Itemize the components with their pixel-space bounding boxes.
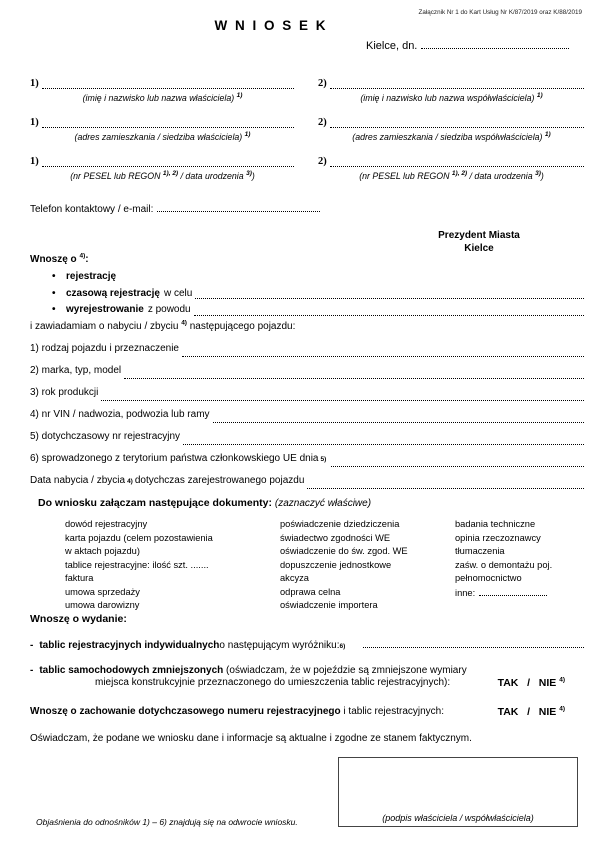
heading-colon: : xyxy=(85,254,89,265)
yes-no-choice xyxy=(498,706,565,718)
document-item: świadectwo zgodności WE xyxy=(280,532,391,543)
item-continuation: miejsca konstrukcyjnie przeznaczonego do umieszczenia tablic rejestracyjnych): xyxy=(95,677,451,688)
vehicle-line-current-plate xyxy=(30,426,585,448)
field-number: 2) xyxy=(318,156,327,167)
document-item: akcyza xyxy=(280,573,309,583)
caption-text: (nr PESEL lub REGON xyxy=(70,171,163,181)
document-item: poświadczenie dziedziczenia xyxy=(280,519,400,529)
label-rest: i tablic rejestracyjnych: xyxy=(340,706,445,717)
item-suffix: o następującym wyróżniku: xyxy=(219,640,340,651)
field-number: 1) xyxy=(30,117,39,128)
co-owner-pesel-field xyxy=(318,156,585,183)
vehicle-details-section xyxy=(30,338,585,492)
issuance-section xyxy=(30,613,585,718)
item-label: tablic samochodowych zmniejszonych xyxy=(39,665,224,676)
line-label: 6) sprowadzonego z terytorium państwa członkowskiego UE dnia xyxy=(30,453,319,464)
caption-superscript: 1) xyxy=(244,131,251,139)
heading-note: (zaznaczyć właściwe) xyxy=(274,498,372,509)
heading-text: Do wniosku załączam następujące dokumenty: xyxy=(38,497,272,509)
vehicle-line-eu-import-date: 6) sprowadzonego z terytorium państwa członkowskiego UE dnia 5) xyxy=(30,448,585,470)
documents-heading xyxy=(30,497,585,509)
field-line xyxy=(318,156,585,170)
keep-number-line xyxy=(30,706,585,718)
request-option-temporary-registration xyxy=(30,286,585,303)
fill-in-blank xyxy=(363,647,584,648)
option-suffix: w celu xyxy=(163,287,193,299)
field-number: 2) xyxy=(318,78,327,89)
fill-in-blank xyxy=(183,444,584,445)
line-label: 1) rodzaj pojazdu i przeznaczenie xyxy=(30,343,179,354)
caption-text: (imię i nazwisko lub nazwa właściciela) xyxy=(82,93,237,103)
footnotes-reference: Objaśnienia do odnośników 1) – 6) znajdują się na odwrocie wniosku. xyxy=(36,817,298,827)
option-suffix: z powodu xyxy=(147,304,191,315)
caption-text: (adres zamieszkania / siedziba współwłaściciela) xyxy=(352,132,545,142)
document-item: odprawa celna xyxy=(280,586,341,597)
issuance-item-reduced-plates-line2 xyxy=(30,677,585,689)
contact-label: Telefon kontaktowy / e-mail: xyxy=(30,204,154,215)
attachment-note: Załącznik Nr 1 do Kart Usług Nr K/87/2019 oraz K/88/2019 xyxy=(418,9,582,16)
co-owner-address-field xyxy=(318,117,585,144)
owner-fields xyxy=(30,78,585,195)
document-item: faktura xyxy=(65,573,94,583)
fill-in-blank xyxy=(331,466,584,467)
caption-superscript: 1), 2) xyxy=(162,170,179,178)
request-section xyxy=(30,254,585,335)
line-label: 5) dotychczasowy nr rejestracyjny xyxy=(30,431,181,442)
documents-section xyxy=(30,497,585,613)
dash-marker: - xyxy=(30,640,34,651)
document-item: umowa darowizny xyxy=(65,600,140,610)
caption-superscript: 1), 2) xyxy=(451,170,468,178)
city-date-line xyxy=(366,39,569,52)
field-number: 1) xyxy=(30,156,39,167)
choice-superscript: 4) xyxy=(559,676,565,684)
other-label: inne: xyxy=(455,587,476,598)
field-line xyxy=(30,156,295,170)
city-date-label: Kielce, dn. xyxy=(366,40,418,52)
fill-in-blank xyxy=(330,166,584,167)
caption-superscript: 3) xyxy=(535,170,541,178)
fill-in-blank xyxy=(124,378,584,379)
document-item: opinia rzeczoznawcy xyxy=(455,532,541,543)
documents-column-2 xyxy=(280,518,455,613)
document-item: tablice rejestracyjne: ilość szt. ....... xyxy=(65,559,209,570)
document-item: oświadczenie do św. zgod. WE xyxy=(280,546,408,556)
tail-text: i zawiadamiam o nabyciu / zbyciu xyxy=(30,320,182,332)
addressee-block xyxy=(415,230,543,255)
field-caption xyxy=(30,92,295,105)
item-suffix: (oświadczam, że w pojeździe są zmniejszone wymiary xyxy=(223,665,467,676)
document-item: badania techniczne xyxy=(455,519,536,529)
document-item-other xyxy=(455,586,585,601)
option-label: • rejestrację xyxy=(66,271,117,282)
field-line xyxy=(318,78,585,92)
fill-in-blank xyxy=(307,488,584,489)
addressee-title: Prezydent Miasta xyxy=(438,230,520,241)
vehicle-line-acquisition-date: Data nabycia / zbycia 4) dotychczas zarejestrowanego pojazdu xyxy=(30,470,585,492)
owner-pesel-field xyxy=(30,156,295,183)
field-number: 1) xyxy=(30,78,39,89)
fill-in-blank xyxy=(101,400,584,401)
fill-in-blank xyxy=(157,202,320,212)
tail-superscript: 4) xyxy=(181,319,187,327)
fill-in-blank xyxy=(182,356,584,357)
field-caption xyxy=(318,131,585,144)
signature-box xyxy=(338,757,578,827)
city-date-blank xyxy=(421,39,569,49)
caption-text: (imię i nazwisko lub nazwa współwłaściciela) xyxy=(360,93,537,103)
owner-pesel-row xyxy=(30,156,585,183)
document-item: tłumaczenia xyxy=(455,546,505,556)
documents-column-1 xyxy=(65,518,280,613)
co-owner-name-field xyxy=(318,78,585,105)
vehicle-line-make xyxy=(30,360,585,382)
fill-in-blank xyxy=(479,586,547,596)
fill-in-blank xyxy=(42,88,294,89)
document-item: dowód rejestracyjny xyxy=(65,519,148,529)
caption-text: / data urodzenia xyxy=(178,171,247,181)
choice-text: TAK / NIE xyxy=(497,706,560,718)
vehicle-line-year xyxy=(30,382,585,404)
heading-text: Wnoszę o xyxy=(30,254,80,265)
request-option-registration xyxy=(30,269,585,286)
fill-in-blank xyxy=(213,422,584,423)
fill-in-blank xyxy=(330,88,584,89)
keep-number-label xyxy=(30,706,444,718)
line-label: 4) nr VIN / nadwozia, podwozia lub ramy xyxy=(30,409,210,420)
vehicle-line-type xyxy=(30,338,585,360)
choice-superscript: 4) xyxy=(559,705,565,713)
caption-superscript: 1) xyxy=(236,92,243,100)
yes-no-choice xyxy=(498,677,565,689)
caption-superscript: 1) xyxy=(544,131,551,139)
request-heading xyxy=(30,254,585,265)
fill-in-blank xyxy=(194,315,584,316)
documents-columns xyxy=(30,518,585,613)
line-label: dotychczas zarejestrowanego pojazdu xyxy=(134,475,305,486)
field-number: 2) xyxy=(318,117,327,128)
issuance-heading: Wnoszę o wydanie: xyxy=(30,613,127,625)
document-item: karta pojazdu (celem pozostawienia xyxy=(65,532,213,543)
heading-superscript: 4) xyxy=(79,252,86,260)
label-bold: Wnoszę o zachowanie dotychczasowego numeru rejestracyjnego xyxy=(30,706,341,717)
owner-name-row xyxy=(30,78,585,105)
vehicle-line-vin xyxy=(30,404,585,426)
fill-in-blank xyxy=(195,298,584,299)
caption-text: (adres zamieszkania / siedziba właściciela) xyxy=(74,132,245,142)
line-label: Data nabycia / zbycia xyxy=(30,475,126,486)
field-caption xyxy=(318,92,585,105)
caption-text: (nr PESEL lub REGON xyxy=(359,171,452,181)
option-label: • czasową rejestrację xyxy=(66,287,160,299)
owner-address-row xyxy=(30,117,585,144)
signature-caption: (podpis właściciela / współwłaściciela) xyxy=(382,813,534,823)
owner-name-field xyxy=(30,78,295,105)
document-item: w aktach pojazdu) xyxy=(65,546,140,556)
field-line xyxy=(30,117,295,131)
field-line xyxy=(30,78,295,92)
tail-text: następującego pojazdu: xyxy=(186,320,296,332)
caption-text: ) xyxy=(540,171,544,181)
caption-superscript: 1) xyxy=(536,92,543,100)
document-item: dopuszczenie jednostkowe xyxy=(280,559,392,570)
request-option-deregistration xyxy=(30,302,585,319)
dash-marker: - xyxy=(30,665,34,676)
issuance-item-individual-plates: - tablic rejestracyjnych indywidualnych o następującym wyróżniku: 6) xyxy=(30,640,585,651)
contact-line xyxy=(30,202,320,215)
request-tail xyxy=(30,319,585,335)
field-caption xyxy=(318,170,585,183)
issuance-item-reduced-plates xyxy=(30,665,585,676)
documents-column-3 xyxy=(455,518,585,613)
form-title: W N I O S E K xyxy=(214,18,328,33)
line-label: 2) marka, typ, model xyxy=(30,365,122,376)
caption-text: ) xyxy=(251,171,255,181)
document-item: zaśw. o demontażu poj. xyxy=(455,559,553,570)
fill-in-blank xyxy=(42,127,294,128)
field-caption xyxy=(30,170,295,183)
field-line xyxy=(318,117,585,131)
document-item: umowa sprzedaży xyxy=(65,586,140,597)
item-label: tablic rejestracyjnych indywidualnych xyxy=(39,640,220,651)
caption-text: / data urodzenia xyxy=(467,171,536,181)
owner-address-field xyxy=(30,117,295,144)
fill-in-blank xyxy=(330,127,584,128)
document-item: oświadczenie importera xyxy=(280,600,378,610)
option-label: • wyrejestrowanie xyxy=(66,304,144,315)
choice-text: TAK / NIE xyxy=(497,677,560,689)
fill-in-blank xyxy=(42,166,294,167)
document-item: pełnomocnictwo xyxy=(455,573,522,583)
field-caption xyxy=(30,131,295,144)
declaration-statement: Oświadczam, że podane we wniosku dane i informacje są aktualne i zgodne ze stanem faktycznym. xyxy=(30,733,472,744)
addressee-city: Kielce xyxy=(464,242,494,254)
caption-superscript: 3) xyxy=(246,170,252,178)
line-label: 3) rok produkcji xyxy=(30,387,99,398)
